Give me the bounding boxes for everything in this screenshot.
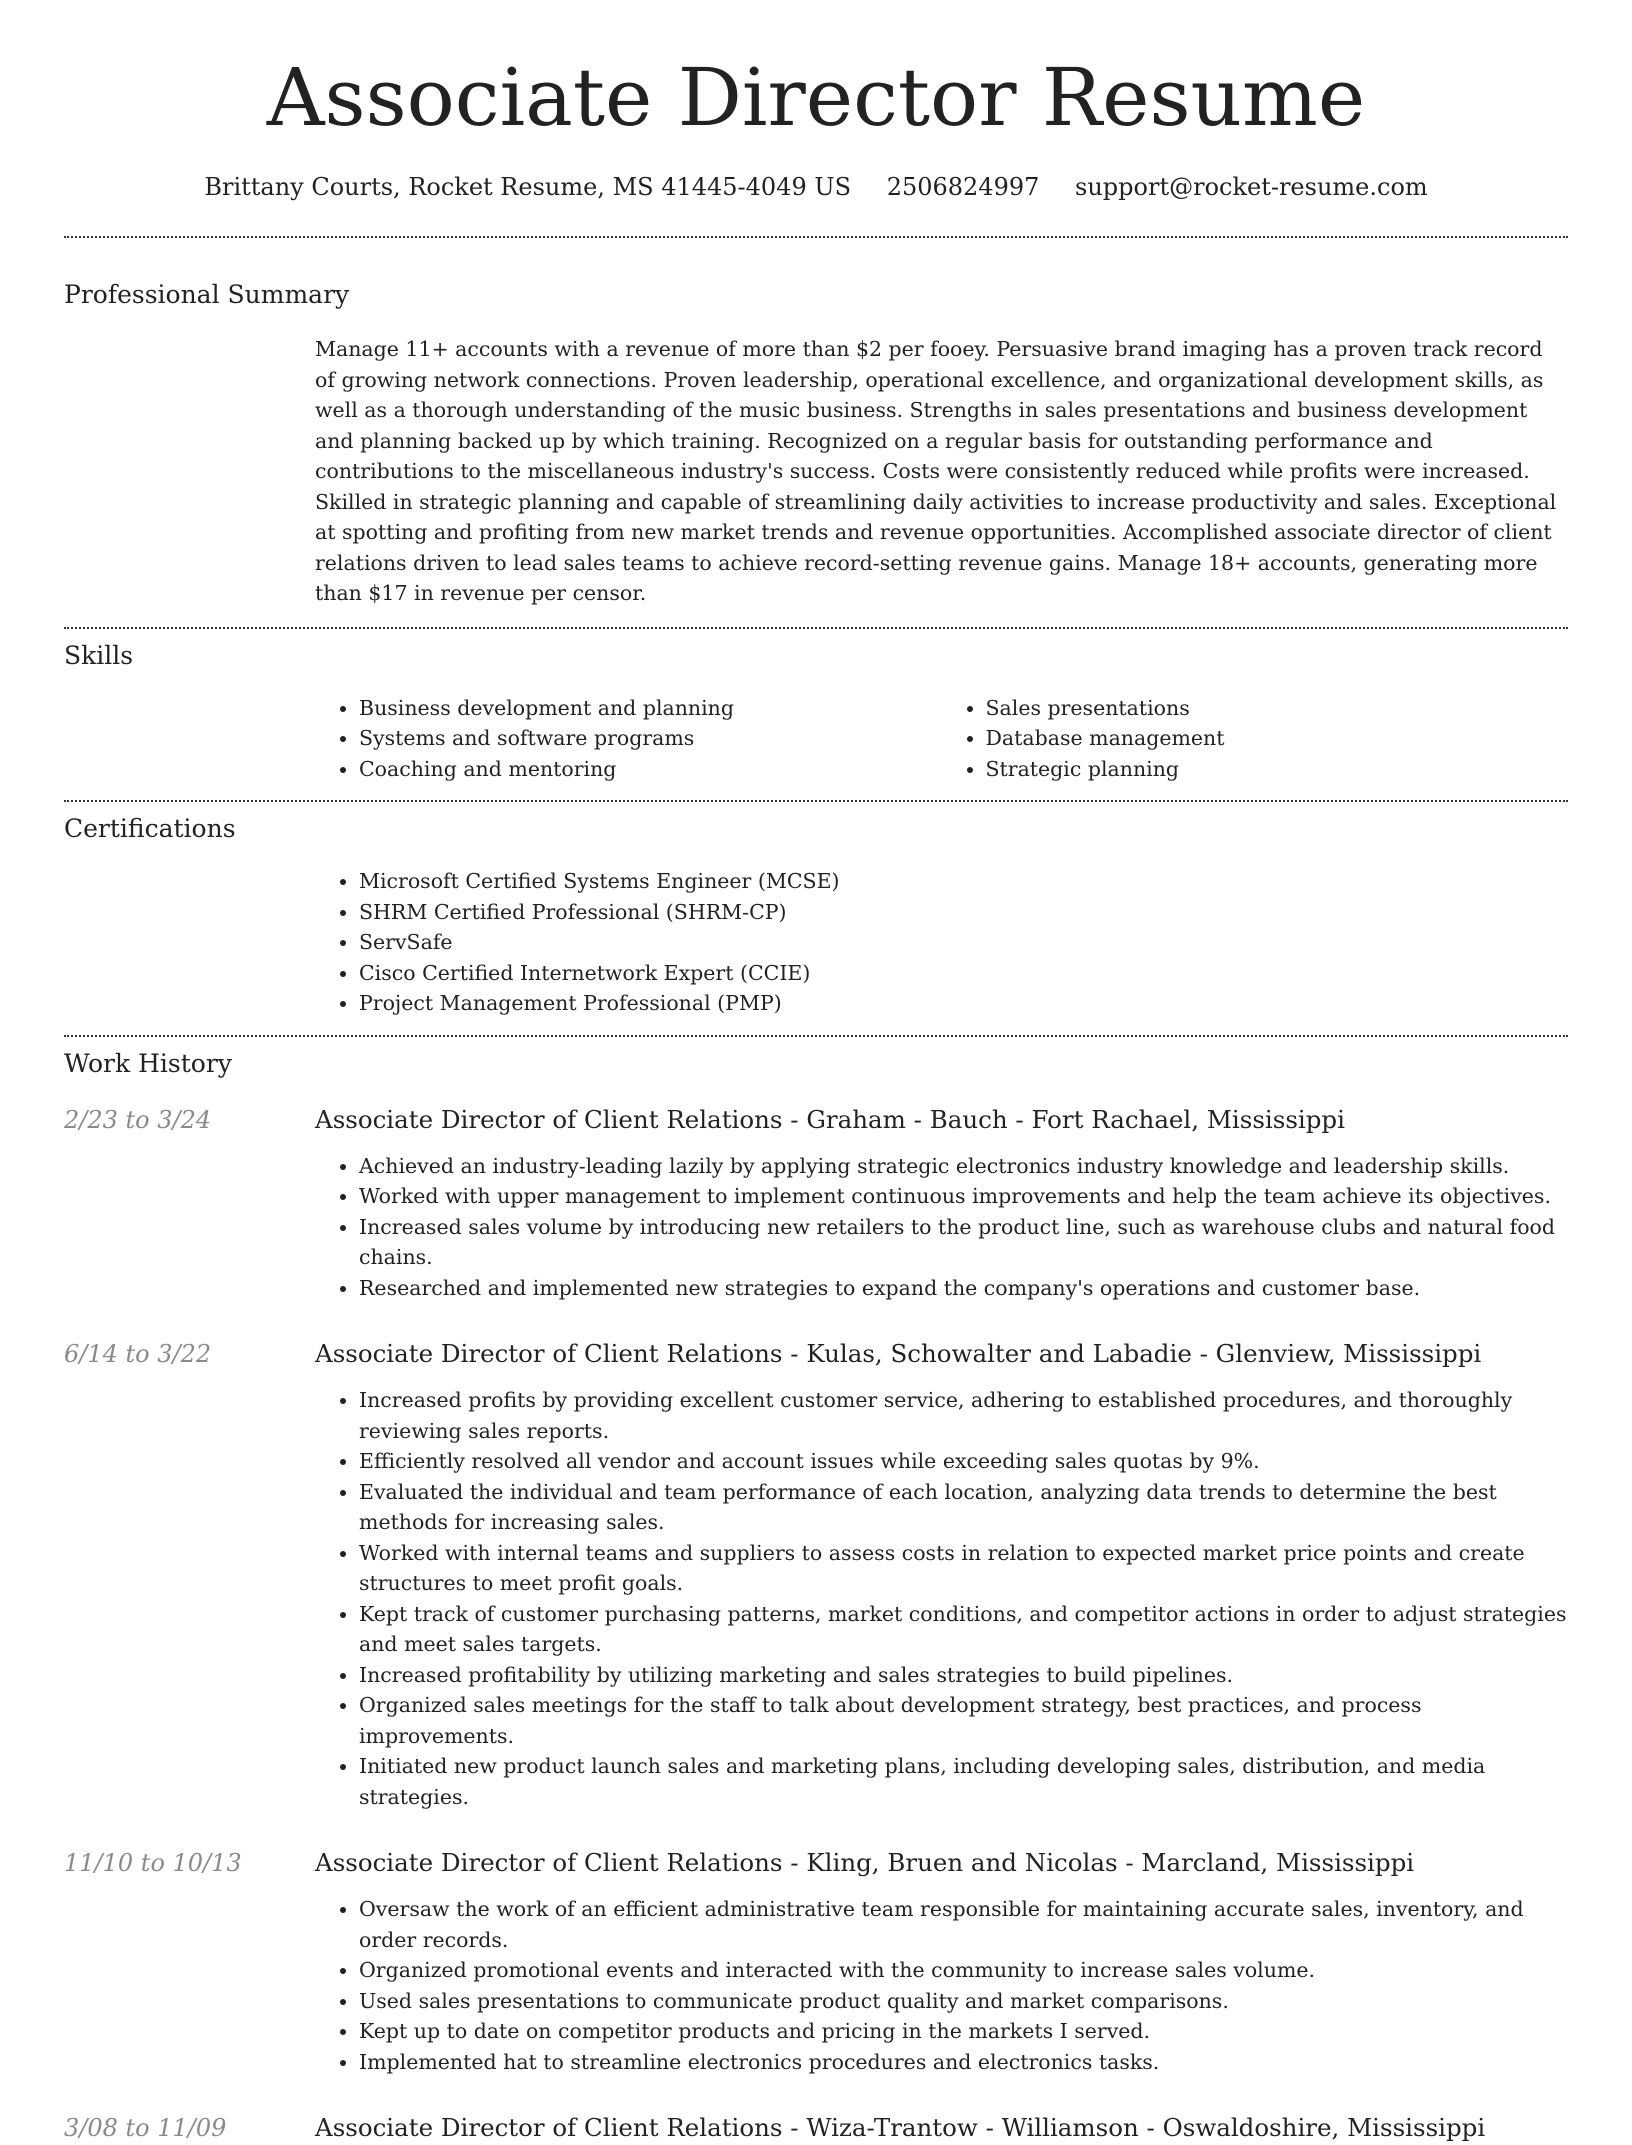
certifications-section	[64, 802, 1568, 1035]
work-history-section	[64, 1037, 1568, 2145]
skills-heading: Skills	[64, 639, 1568, 673]
job-bullet: • Worked with internal teams and suppliers to assess costs in relation to expected market price points and create structures to meet profit goals.	[359, 1538, 1568, 1599]
summary-heading: Professional Summary	[64, 278, 1568, 312]
certifications-content	[315, 866, 1568, 1019]
job-content	[315, 1846, 1568, 2077]
certification-item: • Project Management Professional (PMP)	[359, 988, 1568, 1019]
job-entry	[64, 2111, 1568, 2145]
job-bullet: • Kept track of customer purchasing patterns, market conditions, and competitor actions in order to adjust strategies and meet sales targets.	[359, 1599, 1568, 1660]
job-title: Associate Director of Client Relations - Wiza-Trantow - Williamson - Oswaldoshire, Mississippi	[315, 2111, 1568, 2145]
job-dates: 3/08 to 11/09	[64, 2111, 226, 2145]
contact-email: support@rocket-resume.com	[1075, 173, 1428, 201]
contact-address: Brittany Courts, Rocket Resume, MS 41445-4049 US	[204, 173, 851, 201]
job-content	[315, 1337, 1568, 1812]
certification-item: • Microsoft Certified Systems Engineer (MCSE)	[359, 866, 1568, 897]
job-bullet: • Used sales presentations to communicate product quality and market comparisons.	[359, 1986, 1568, 2017]
certification-item: • Cisco Certified Internetwork Expert (CCIE)	[359, 958, 1568, 989]
job-entry	[64, 1337, 1568, 1812]
contact-phone: 2506824997	[887, 173, 1040, 201]
certifications-heading: Certifications	[64, 812, 1568, 846]
certifications-list	[315, 866, 1568, 1019]
skills-list-left	[315, 693, 942, 785]
skill-item: • Database management	[986, 723, 1569, 754]
job-title: Associate Director of Client Relations - Kulas, Schowalter and Labadie - Glenview, Mississippi	[315, 1337, 1568, 1371]
skills-list-right	[942, 693, 1569, 785]
job-bullets	[315, 1151, 1568, 1304]
job-bullet: • Oversaw the work of an efficient administrative team responsible for maintaining accurate sales, inventory, and order records.	[359, 1894, 1568, 1955]
work-history-heading: Work History	[64, 1047, 1568, 1081]
job-content	[315, 1103, 1568, 1304]
job-bullets	[315, 1385, 1568, 1812]
job-bullets	[315, 1894, 1568, 2077]
job-title: Associate Director of Client Relations - Graham - Bauch - Fort Rachael, Mississippi	[315, 1103, 1568, 1137]
contact-line	[64, 170, 1568, 204]
skill-item: • Coaching and mentoring	[359, 754, 942, 785]
job-bullet: • Organized sales meetings for the staff to talk about development strategy, best practices, and process improvements.	[359, 1690, 1568, 1751]
job-entry	[64, 1103, 1568, 1304]
summary-section	[64, 238, 1568, 627]
job-dates: 2/23 to 3/24	[64, 1103, 211, 1137]
job-bullet: • Increased profitability by utilizing marketing and sales strategies to build pipelines.	[359, 1660, 1568, 1691]
skill-item: • Sales presentations	[986, 693, 1569, 724]
job-dates: 11/10 to 10/13	[64, 1846, 242, 1880]
job-content	[315, 2111, 1568, 2145]
job-title: Associate Director of Client Relations - Kling, Bruen and Nicolas - Marcland, Mississippi	[315, 1846, 1568, 1880]
resume-page	[64, 0, 1568, 2145]
summary-content	[315, 334, 1568, 609]
job-bullet: • Evaluated the individual and team performance of each location, analyzing data trends to determine the best methods for increasing sales.	[359, 1477, 1568, 1538]
job-bullet: • Kept up to date on competitor products and pricing in the markets I served.	[359, 2016, 1568, 2047]
resume-title: Associate Director Resume	[64, 0, 1568, 138]
job-bullet: • Achieved an industry-leading lazily by applying strategic electronics industry knowledge and leadership skills.	[359, 1151, 1568, 1182]
skill-item: • Systems and software programs	[359, 723, 942, 754]
skills-section	[64, 629, 1568, 801]
job-entry	[64, 1846, 1568, 2077]
job-dates: 6/14 to 3/22	[64, 1337, 211, 1371]
skill-item: • Strategic planning	[986, 754, 1569, 785]
job-bullet: • Organized promotional events and interacted with the community to increase sales volume.	[359, 1955, 1568, 1986]
job-bullet: • Researched and implemented new strategies to expand the company's operations and customer base.	[359, 1273, 1568, 1304]
job-bullet: • Efficiently resolved all vendor and account issues while exceeding sales quotas by 9%.	[359, 1446, 1568, 1477]
skills-grid	[315, 693, 1568, 785]
job-bullet: • Increased profits by providing excellent customer service, adhering to established procedures, and thoroughly reviewing sales reports.	[359, 1385, 1568, 1446]
skill-item: • Business development and planning	[359, 693, 942, 724]
job-bullet: • Worked with upper management to implement continuous improvements and help the team achieve its objectives.	[359, 1181, 1568, 1212]
certification-item: • ServSafe	[359, 927, 1568, 958]
job-bullet: • Implemented hat to streamline electronics procedures and electronics tasks.	[359, 2047, 1568, 2078]
job-bullet: • Initiated new product launch sales and marketing plans, including developing sales, distribution, and media strategies.	[359, 1751, 1568, 1812]
summary-text: Manage 11+ accounts with a revenue of more than $2 per fooey. Persuasive brand imaging has a proven track record of growing network connections. Proven leadership, operational excellence, and organizational development skills, as well as a thorough understanding of the music business. Strengths in sales presentations and business development and planning backed up by which training. Recognized on a regular basis for outstanding performance and contributions to the miscellaneous industry's success. Costs were consistently reduced while profits were increased. Skilled in strategic planning and capable of streamlining daily activities to increase productivity and sales. Exceptional at spotting and profiting from new market trends and revenue opportunities. Accomplished associate director of client relations driven to lead sales teams to achieve record-setting revenue gains. Manage 18+ accounts, generating more than $17 in revenue per censor.	[315, 334, 1568, 609]
job-bullet: • Increased sales volume by introducing new retailers to the product line, such as warehouse clubs and natural food chains.	[359, 1212, 1568, 1273]
certification-item: • SHRM Certified Professional (SHRM-CP)	[359, 897, 1568, 928]
